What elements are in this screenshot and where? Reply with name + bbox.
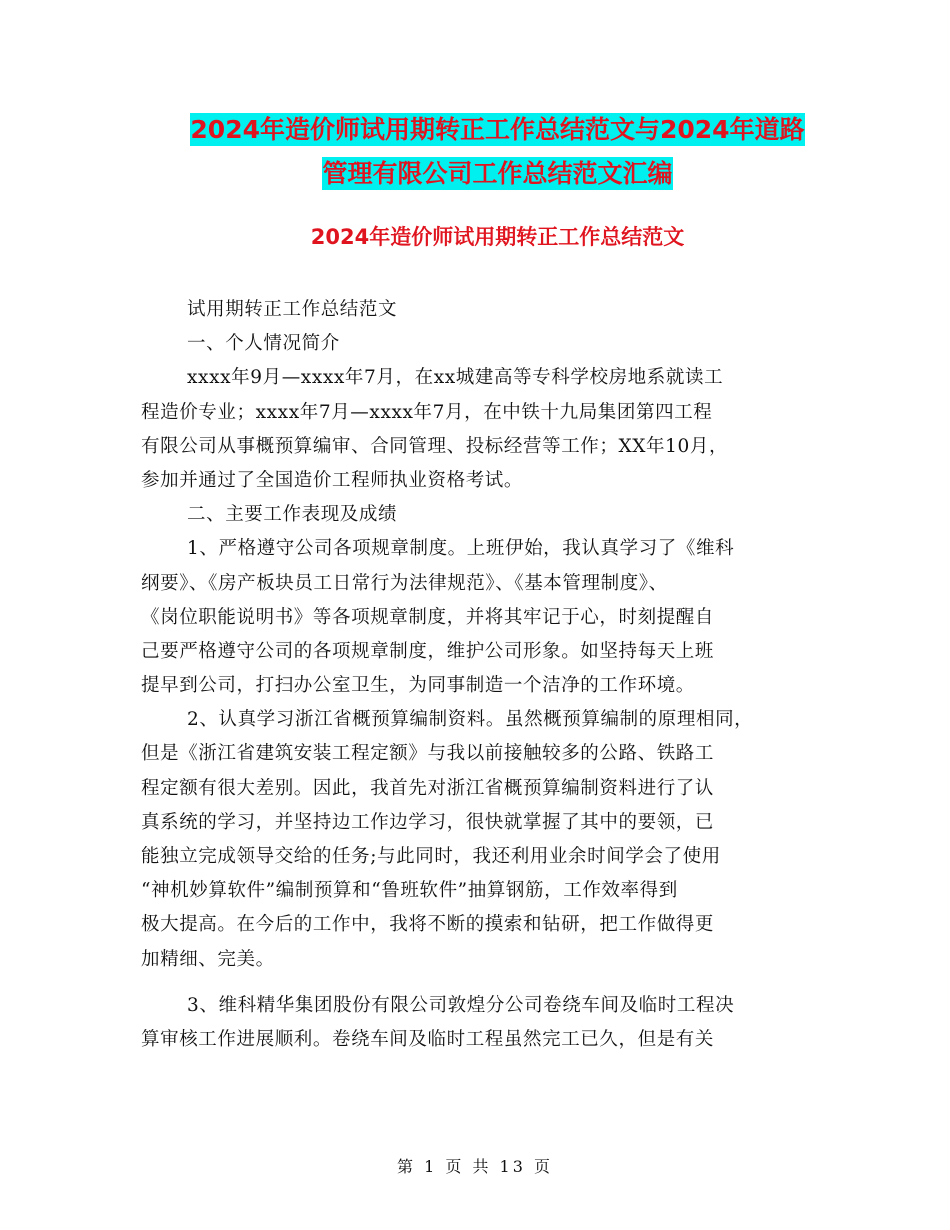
body-line: 2、认真学习浙江省概预算编制资料。虽然概预算编制的原理相同， [187,709,754,731]
body-line: 真系统的学习，并坚持边工作边学习，很快就掌握了其中的要领，已 [141,811,715,833]
document-title-line-1: 2024年造价师试用期转正工作总结范文与2024年道路 [190,115,805,144]
body-line: 能独立完成领导交给的任务;与此同时，我还利用业余时间学会了使用 [141,846,721,867]
document-title [140,108,855,196]
body-line: 3、维科精华集团股份有限公司敦煌分公司卷绕车间及临时工程决 [187,994,735,1016]
body-line: 《岗位职能说明书》等各项规章制度，并将其牢记于心，时刻提醒自 [141,606,715,628]
body-line: 但是《浙江省建筑安装工程定额》与我以前接触较多的公路、铁路工 [141,743,715,765]
body-line: 程造价专业；xxxx年7月—xxxx年7月，在中铁十九局集团第四工程 [141,401,713,423]
body-line: 程定额有很大差别。因此，我首先对浙江省概预算编制资料进行了认 [141,777,715,799]
body-line: 算审核工作进展顺利。卷绕车间及临时工程虽然完工已久，但是有关 [141,1028,715,1050]
body-line: 一、个人情况简介 [187,333,340,355]
section-title: 2024年造价师试用期转正工作总结范文 [310,225,685,249]
document-body [141,293,817,1057]
body-line: 试用期转正工作总结范文 [187,299,398,320]
body-line: 二、主要工作表现及成绩 [187,504,398,526]
page-footer: 第 1 页 共 13 页 [397,1157,553,1176]
body-line: 纲要》、《房产板块员工日常行为法律规范》、《基本管理制度》、 [141,572,668,594]
body-line: 加精细、完美。 [141,948,275,970]
body-line: “神机妙算软件”编制预算和“鲁班软件”抽算钢筋，工作效率得到 [141,880,678,902]
body-line: 有限公司从事概预算编审、合同管理、投标经营等工作；XX年10月， [141,435,729,457]
body-line: 提早到公司，打扫办公室卫生，为同事制造一个洁净的工作环境。 [141,675,695,697]
paragraph-gap [141,977,817,989]
body-line: 极大提高。在今后的工作中，我将不断的摸索和钻研，把工作做得更 [141,914,715,936]
document-title-line-2: 管理有限公司工作总结范文汇编 [322,159,673,188]
body-line: 1、严格遵守公司各项规章制度。上班伊始，我认真学习了《维科 [187,538,735,560]
body-line: xxxx年9月—xxxx年7月，在xx城建高等专科学校房地系就读工 [187,367,724,389]
body-line: 参加并通过了全国造价工程师执业资格考试。 [141,469,524,491]
body-line: 己要严格遵守公司的各项规章制度，维护公司形象。如坚持每天上班 [141,640,715,662]
